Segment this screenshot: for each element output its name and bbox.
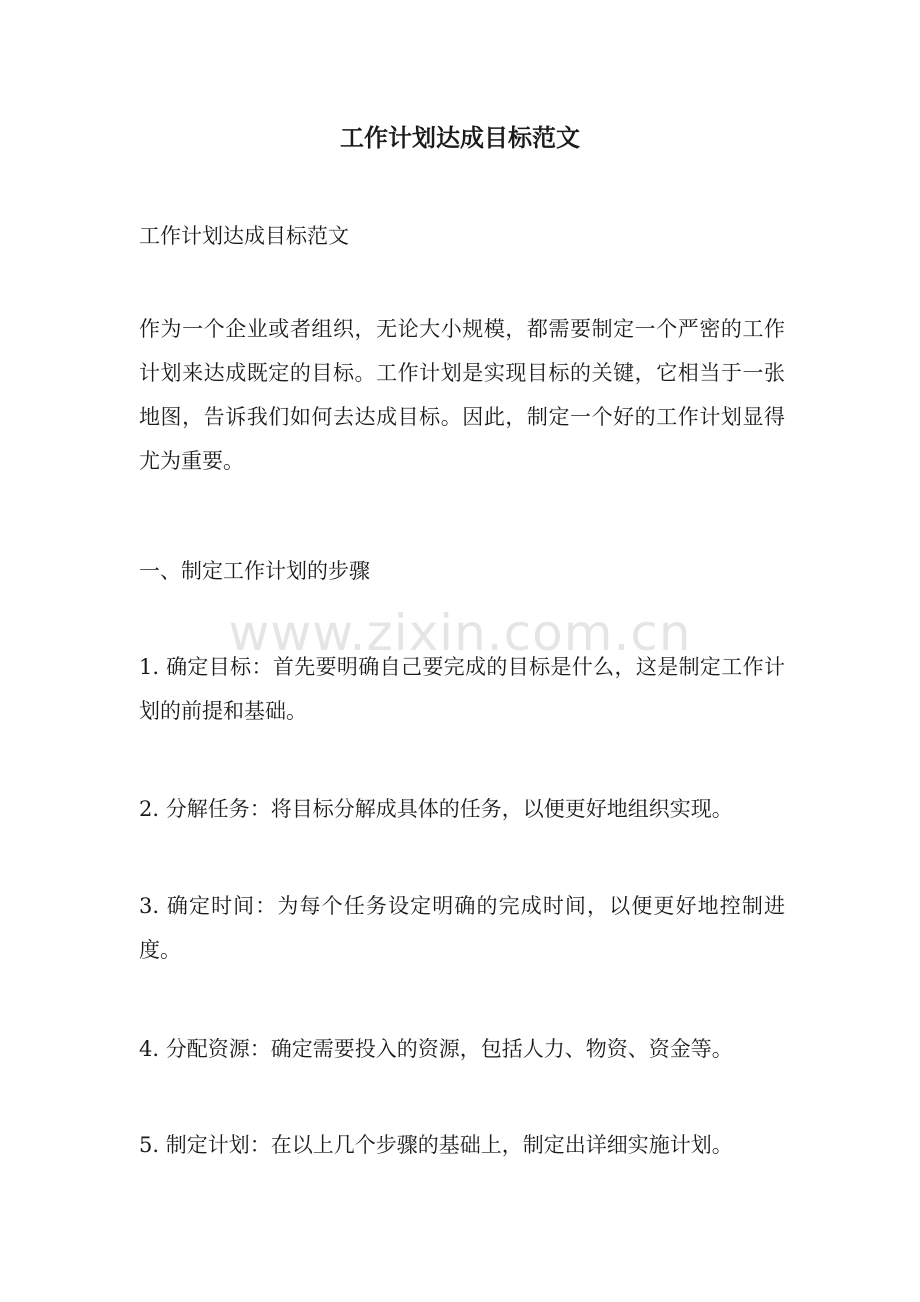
document-subtitle: 工作计划达成目标范文 (139, 224, 349, 248)
watermark: www.zixin.com.cn (228, 604, 692, 662)
step-item-1: 1. 确定目标：首先要明确自己要完成的目标是什么，这是制定工作计划的前提和基础。 (139, 655, 785, 723)
step-item-2: 2. 分解任务：将目标分解成具体的任务，以便更好地组织实现。 (139, 797, 733, 821)
intro-paragraph: 作为一个企业或者组织，无论大小规模，都需要制定一个严密的工作计划来达成既定的目标。工作计划是实现目标的关键，它相当于一张地图，告诉我们如何去达成目标。因此，制定一个好的工作计划显得尤为重要。 (139, 317, 785, 473)
document-title: 工作计划达成目标范文 (340, 123, 580, 152)
step-item-4: 4. 分配资源：确定需要投入的资源，包括人力、物资、资金等。 (139, 1037, 733, 1061)
step-item-5: 5. 制定计划：在以上几个步骤的基础上，制定出详细实施计划。 (139, 1133, 733, 1157)
step-item-3: 3. 确定时间：为每个任务设定明确的完成时间，以便更好地控制进度。 (139, 894, 785, 962)
section-heading: 一、制定工作计划的步骤 (139, 559, 370, 583)
